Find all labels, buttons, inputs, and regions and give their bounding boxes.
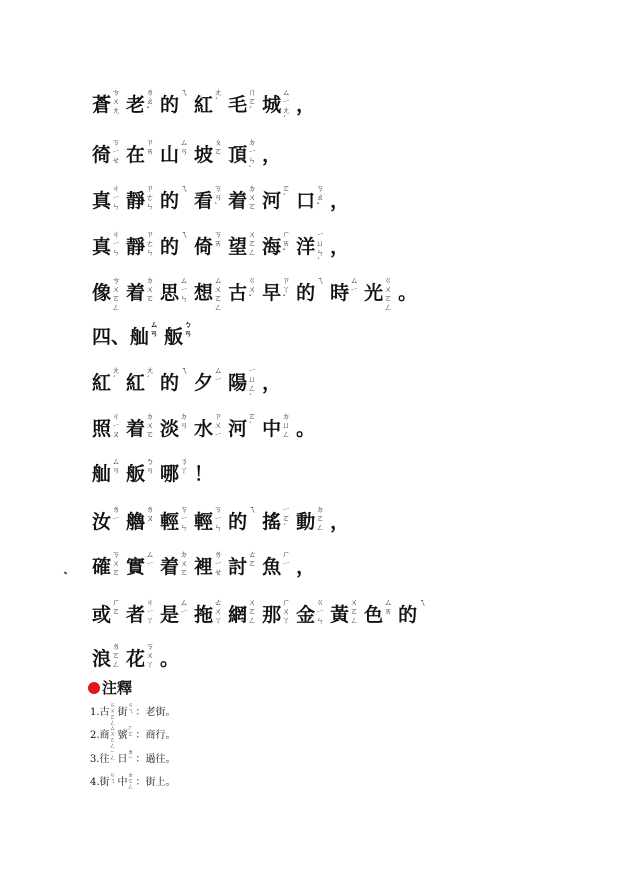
ruby-char [126,230,156,261]
zhuyin-annotation: ㄎㄠˇ [316,184,325,211]
ruby-char [92,642,122,673]
zhuyin-annotation: ㄇㄛˊ [248,88,257,115]
zhuyin-annotation: ㄎㄞ [214,230,223,248]
note-number: 3. [90,754,100,765]
hanzi: 着 [126,418,146,440]
ruby-char [262,369,281,397]
poem-line [92,366,562,403]
zhuyin-annotation: ㄟ [248,505,257,514]
zhuyin-annotation: ㄋㄚ [180,457,189,475]
note-item [90,772,176,791]
hanzi: 確 [92,556,112,578]
hanzi: 想 [194,282,214,304]
note-term-char: 中 [117,777,128,788]
ruby-char [398,598,428,629]
zhuyin-annotation: ㄊㄨㄚ [214,598,223,625]
zhuyin-annotation: ㄗㄞ [146,138,155,156]
hanzi: 。 [296,418,316,440]
hanzi: 着 [228,190,248,212]
zhuyin-annotation: ㄨㄛㄥ [248,598,257,625]
zhuyin-annotation: ㄙㄨㄛㄥ [214,276,223,312]
hanzi: 思 [160,282,180,304]
ruby-char [228,550,258,581]
zhuyin-annotation: ㄏㄨㄚ [282,598,291,625]
zhuyin-annotation: ㄉㄨㄛ [248,184,257,211]
note-zhuyin: ㄌㄧ [127,749,134,762]
zhuyin-annotation: ㄊㄛ [248,550,257,568]
zhuyin-annotation: ㄐㄧㄣ [112,230,121,257]
note-term-char: 日 [117,754,128,765]
poem-line [92,598,562,635]
ruby-char [126,550,156,581]
zhuyin-annotation: ㄗㄜㄣ [146,184,155,211]
ruby-char [160,88,190,119]
ruby-char [92,138,122,169]
zhuyin-annotation: ㄌㄛㄥ [112,642,121,669]
zhuyin-annotation: ㄐㄧㄚ [146,598,155,625]
notes-title [88,678,132,698]
poem-line [92,457,562,494]
ruby-char [160,138,190,169]
hanzi: 口 [296,190,316,212]
note-term-char: 號 [117,730,128,741]
zhuyin-annotation: ㄛˊ [248,412,257,430]
zhuyin-annotation: ㄌㄠˇ [146,88,155,115]
zhuyin-annotation: ㄗㄨㄧ [214,412,223,439]
hanzi: 水 [194,418,214,440]
zhuyin-annotation: ㄉㄢ [180,412,189,430]
hanzi: 時 [330,282,350,304]
zhuyin-annotation: ㄐㄧㄣ [112,184,121,211]
hanzi: 老 [126,94,146,116]
ruby-char [92,276,122,312]
hanzi: 網 [228,604,248,626]
ruby-char [194,412,224,443]
poem-line [92,138,562,175]
hanzi: 艪 [126,511,146,533]
ruby-char [228,276,258,307]
zhuyin-annotation: ㄙㄧㄣ [180,276,189,303]
ruby-char [160,412,190,443]
ruby-char [92,505,122,536]
ruby-char [364,598,394,629]
notes-title-text: 注釋 [102,679,133,697]
ruby-char [228,412,258,443]
zhuyin-annotation: ㄉㄨㄛ [146,412,155,439]
ruby-char [330,276,360,307]
ruby-char [228,598,258,629]
section-heading [92,319,198,351]
hanzi: 是 [160,604,180,626]
zhuyin-annotation: ㄎㄨㄚ [146,642,155,669]
ruby-char [92,598,122,629]
ruby-char [262,230,292,261]
note-gloss: ：街上。 [135,777,176,788]
zhuyin-annotation: ㄎㄧㄣ [214,505,223,532]
ruby-char [126,184,156,215]
hanzi: 靜 [126,236,146,258]
hanzi: 花 [126,648,146,670]
zhuyin-annotation: ㄨㄛㄥ [350,598,359,625]
zhuyin-annotation: ㄍㄨˇ [248,276,257,303]
note-number: 2. [90,730,100,741]
hanzi: 舢 [92,463,112,485]
ruby-char [364,276,394,312]
hanzi: 哪 [160,463,180,485]
hanzi: 舨 [164,326,184,348]
ruby-char [92,184,122,215]
ruby-char [160,505,190,536]
hanzi: 中 [262,418,282,440]
zhuyin-annotation: ㄟ [180,366,189,375]
note-number: 1. [90,707,100,718]
zhuyin-annotation: ㄤˊ [146,366,155,384]
note-term-char: 商 [99,730,110,741]
ruby-char [296,553,315,581]
note-term-char: 街 [117,707,128,718]
hanzi: 舢 [130,326,150,348]
hanzi: 的 [160,372,180,394]
hanzi: ， [262,372,282,394]
hanzi: 着 [160,556,180,578]
hanzi: ， [330,190,350,212]
zhuyin-annotation: ㄗㄜㄣ [146,230,155,257]
zhuyin-annotation: ㄍㄨㄛㄥ [384,276,393,312]
ruby-char [126,412,156,443]
zhuyin-annotation: ㄟ [316,276,325,285]
hanzi: 的 [296,282,316,304]
zhuyin-annotation: ㄨㄛㄥ [248,230,257,257]
poem-line [92,184,562,221]
zhuyin-annotation: ㄙㄢ [112,457,121,475]
hanzi: 真 [92,236,112,258]
zhuyin-annotation: ㄎㄧㄣ [180,505,189,532]
hanzi: ， [296,94,316,116]
ruby-char [262,88,292,124]
poem-line [92,88,562,125]
ruby-char [194,230,224,261]
hanzi: 頂 [228,144,248,166]
ruby-char [228,505,258,536]
hanzi: 夕 [194,372,214,394]
hanzi: 色 [364,604,384,626]
ruby-char [330,187,349,215]
ruby-char [228,230,258,261]
note-number: 4. [90,777,100,788]
hanzi: 真 [92,190,112,212]
zhuyin-annotation: ㄎㄨㄛ [112,550,121,577]
hanzi: 倚 [194,236,214,258]
note-term-char: 往 [99,754,110,765]
section-heading-prefix: 四、 [92,326,131,348]
hanzi: 洋 [296,236,316,258]
section-heading-words [130,319,198,348]
note-zhuyin: ㄧㄥ [109,749,116,762]
zhuyin-annotation: ㄗㄚˇ [282,276,291,303]
hanzi: ， [262,144,282,166]
zhuyin-annotation: ㄏㄛ [112,598,121,616]
hanzi: 討 [228,556,248,578]
hanzi: 古 [228,282,248,304]
ruby-char [228,184,258,215]
hanzi: 的 [228,511,248,533]
note-zhuyin: ㄍㄨㄛㄥ [109,702,116,727]
ruby-char [126,138,156,169]
hanzi: 陽 [228,372,248,394]
ruby-char [160,598,190,629]
ruby-char [126,505,156,536]
hanzi: 金 [296,604,316,626]
ruby-char [296,598,326,629]
ruby-char [92,412,122,443]
hanzi: ， [330,236,350,258]
note-item [90,725,176,750]
ruby-char [296,184,326,215]
ruby-char [262,412,292,443]
zhuyin-annotation: ㄌㄧㄝ [214,550,223,577]
hanzi: 望 [228,236,248,258]
poem-line [92,550,562,587]
note-item [90,749,176,768]
note-gloss: ：老街。 [135,707,176,718]
hanzi: 河 [262,190,282,212]
hanzi: 靜 [126,190,146,212]
ruby-char [92,550,122,581]
ruby-char [92,457,122,488]
zhuyin-annotation: ㄧㄛˊ [282,505,291,532]
zhuyin-annotation: ㄙㄧㄤˊ [282,88,291,124]
note-term-char: 街 [99,777,110,788]
hanzi: 城 [262,94,282,116]
ruby-char [262,184,292,215]
ruby-char [160,550,190,581]
ruby-char [330,598,360,629]
note-zhuyin: ㄙㄨㄛㄥ [109,725,116,750]
ruby-char [126,276,156,307]
hanzi: 山 [160,144,180,166]
zhuyin-annotation: ㄆㄛ [214,138,223,156]
ruby-char [160,230,190,261]
zhuyin-annotation: ㄐㄧㄡ [112,412,121,439]
ruby-char [296,505,326,536]
zhuyin-annotation: ㄘㄨㄤ [112,88,121,115]
hanzi: 浪 [92,648,112,670]
hanzi: 舨 [126,463,146,485]
hanzi: 徛 [92,144,112,166]
hanzi: 搖 [262,511,282,533]
poem-line [92,276,562,313]
ruby-char [228,88,258,119]
hanzi: 或 [92,604,112,626]
ruby-char [262,550,292,581]
ruby-char [92,366,122,397]
ruby-char [164,319,194,351]
hanzi: 者 [126,604,146,626]
zhuyin-annotation: ㄤˊ [112,366,121,384]
zhuyin-annotation: ㄟ [418,598,427,607]
hanzi: 蒼 [92,94,112,116]
ruby-char [126,598,156,629]
ruby-char [296,415,315,443]
zhuyin-annotation: ㄤˊ [214,88,223,106]
note-zhuyin: ㄍㄟ [109,772,116,785]
ruby-char [194,184,224,215]
zhuyin-annotation: ㄉㄨㄛ [146,276,155,303]
hanzi: 早 [262,282,282,304]
hanzi: 的 [160,236,180,258]
ruby-char [194,550,224,581]
ruby-char [296,91,315,119]
zhuyin-annotation: ㄙㄧ [180,598,189,616]
zhuyin-annotation: ㄌㄡ [146,505,155,523]
poem-line [92,230,562,267]
hanzi: 河 [228,418,248,440]
note-gloss: ：商行。 [135,730,176,741]
ruby-char [262,505,292,536]
hanzi: 魚 [262,556,282,578]
hanzi: 。 [160,648,180,670]
hanzi: 實 [126,556,146,578]
ruby-char [126,366,156,397]
note-zhuyin: ㄉㄛㄥ [127,772,134,791]
red-dot-icon [88,682,100,694]
zhuyin-annotation: ㄌㄧ [112,505,121,523]
hanzi: 紅 [126,372,146,394]
hanzi: 汝 [92,511,112,533]
ruby-char [330,508,349,536]
zhuyin-annotation: ㄙㄧ [350,276,359,294]
hanzi: 裡 [194,556,214,578]
ruby-char [194,276,224,312]
zhuyin-annotation: ㄟ [180,184,189,193]
ruby-char [228,138,258,174]
hanzi: 毛 [228,94,248,116]
zhuyin-annotation: ㄘㄨㄛㄥ [112,276,121,312]
zhuyin-annotation: ㄧㄩㄥˊ [248,366,257,402]
ruby-char [160,366,190,397]
zhuyin-annotation: ㄧㄩㄣˊ [316,230,325,266]
hanzi: 紅 [194,94,214,116]
zhuyin-annotation: ㄟ [180,230,189,239]
hanzi: ！ [194,463,214,485]
hanzi: 看 [194,190,214,212]
hanzi: 淡 [160,418,180,440]
zhuyin-annotation: ㄉㄧㄣˋ [248,138,257,174]
hanzi: 拖 [194,604,214,626]
ruby-char [296,230,326,266]
zhuyin-annotation: ㄅㄢ [146,457,155,475]
ruby-char [262,141,281,169]
zhuyin-annotation: ㄉㄨㄛ [180,550,189,577]
hanzi: 輕 [194,511,214,533]
ruby-char [160,184,190,215]
ruby-char [262,598,292,629]
hanzi: 紅 [92,372,112,394]
ruby-char [92,88,122,119]
ruby-char [126,642,156,673]
hanzi: ， [296,556,316,578]
hanzi: 光 [364,282,384,304]
ruby-char [296,276,326,307]
zhuyin-annotation: ㄍㄧㄣ [316,598,325,625]
note-zhuyin: ㄏㄛ [127,725,134,738]
hanzi: 黃 [330,604,350,626]
zhuyin-annotation: ㄉㄛㄥ [316,505,325,532]
hanzi: 坡 [194,144,214,166]
hanzi: 着 [126,282,146,304]
zhuyin-annotation: ㄅㄢ [184,319,193,338]
ruby-char [160,457,190,488]
zhuyin-annotation: ㄏㄞˇ [282,230,291,257]
hanzi: 像 [92,282,112,304]
ruby-char [126,457,156,488]
ruby-char [194,366,224,397]
zhuyin-annotation: ㄙㄧ [146,550,155,568]
hanzi: 。 [398,282,418,304]
hanzi: 在 [126,144,146,166]
ruby-char [262,276,292,307]
note-zhuyin: ㄍㄟ [127,702,134,715]
ruby-char [194,598,224,629]
hanzi: 動 [296,511,316,533]
note-term-char: 古 [99,707,110,718]
ruby-char [130,319,160,351]
ruby-char [160,276,190,307]
ruby-char [194,138,224,169]
zhuyin-annotation: ㄙㄞ [384,598,393,616]
ruby-char [194,88,224,119]
ruby-char [398,279,417,307]
poem-line [92,642,562,679]
ruby-char [92,230,122,261]
scan-speck [64,571,68,574]
note-gloss: ：過往。 [135,754,176,765]
zhuyin-annotation: ㄎㄧㄝ [112,138,121,165]
zhuyin-annotation: ㄏㄧ [282,550,291,568]
hanzi: 的 [160,190,180,212]
hanzi: 海 [262,236,282,258]
poem-line [92,505,562,542]
zhuyin-annotation: ㄉㄩㄥ [282,412,291,439]
ruby-char [228,366,258,402]
note-item [90,702,176,727]
hanzi: 的 [160,94,180,116]
ruby-char [194,505,224,536]
hanzi: ， [330,511,350,533]
hanzi: 照 [92,418,112,440]
ruby-char [160,645,179,673]
ruby-char [126,88,156,119]
hanzi: 輕 [160,511,180,533]
ruby-char [330,233,349,261]
zhuyin-annotation: ㄟ [180,88,189,97]
zhuyin-annotation: ㄙㄢ [180,138,189,156]
hanzi: 那 [262,604,282,626]
zhuyin-annotation: ㄙㄢ [150,319,159,338]
poem-line [92,412,562,449]
zhuyin-annotation: ㄎㄢˋ [214,184,223,211]
ruby-char [194,460,213,488]
hanzi: 的 [398,604,418,626]
zhuyin-annotation: ㄛˊ [282,184,291,202]
zhuyin-annotation: ㄙㄧ [214,366,223,384]
